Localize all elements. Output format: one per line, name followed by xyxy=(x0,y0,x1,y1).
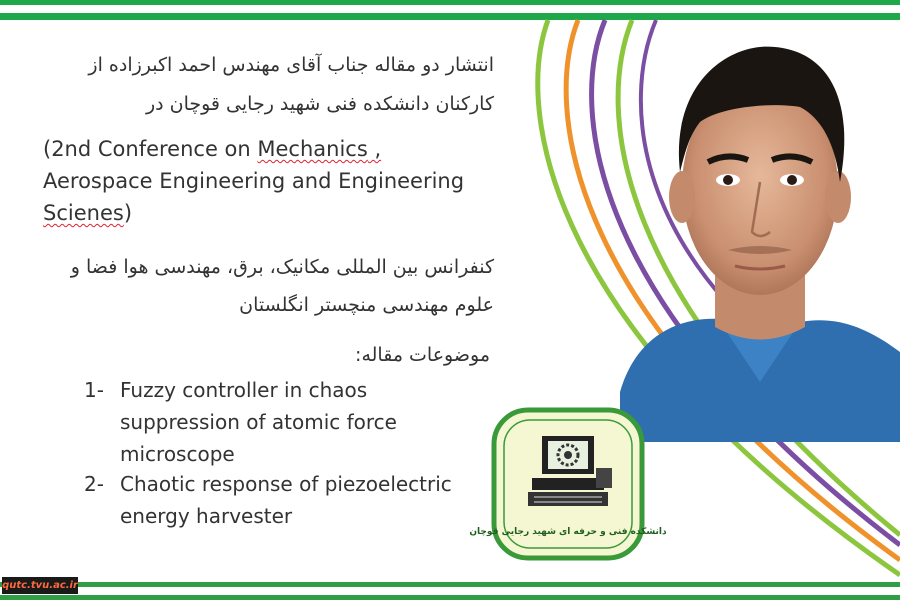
portrait-photo xyxy=(600,22,900,442)
topic-line: microscope xyxy=(120,442,235,466)
conference-en-line-1 xyxy=(43,134,381,165)
conference-en-line-3 xyxy=(43,198,132,229)
college-logo xyxy=(469,404,667,564)
conference-en-prefix: (2nd Conference on xyxy=(43,137,258,161)
conference-fa-line-2: علوم مهندسی منچستر انگلستان xyxy=(239,294,494,316)
logo-text: دانشکده فنی و حرفه ای شهید رجایی قوچان xyxy=(469,527,667,537)
conference-en-scienes: Scienes xyxy=(43,201,124,225)
conference-en-line-2: Aerospace Engineering and Engineering xyxy=(43,169,465,193)
topic-number: 2- xyxy=(84,472,104,496)
topic-line: Chaotic response of piezoelectric xyxy=(120,472,452,496)
topic-number: 1- xyxy=(84,378,104,402)
topic-line: Fuzzy controller in chaos xyxy=(120,378,368,402)
conference-en-mechanics: Mechanics xyxy=(257,137,368,161)
conference-en-comma: , xyxy=(367,137,382,161)
topic-line: suppression of atomic force xyxy=(120,410,397,434)
footer-link[interactable]: qutc.tvu.ac.ir xyxy=(2,577,78,594)
heading-line-2: کارکنان دانشکده فنی شهید رجایی قوچان در xyxy=(145,93,494,115)
topic-line: energy harvester xyxy=(120,504,293,528)
conference-fa-line-1: کنفرانس بین المللی مکانیک، برق، مهندسی هوا فضا و xyxy=(70,256,494,278)
topics-label: موضوعات مقاله: xyxy=(355,344,490,366)
conference-en-close: ) xyxy=(123,201,133,225)
heading-line-1: انتشار دو مقاله جناب آقای مهندس احمد اکبرزاده از xyxy=(88,54,494,76)
